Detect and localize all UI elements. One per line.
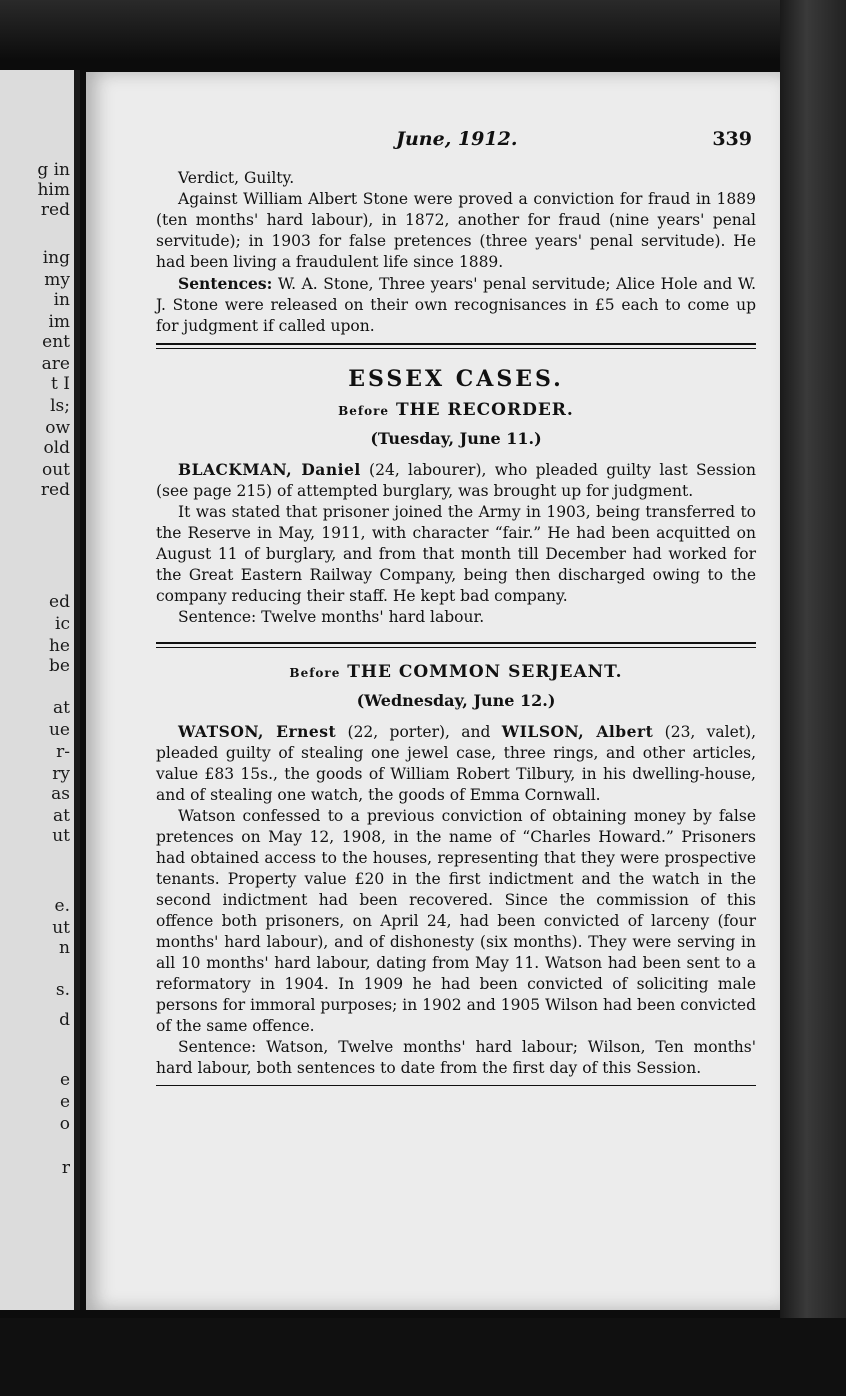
watson-wilson-sentence: Sentence: Watson, Twelve months' hard labour; Wilson, Ten months' hard labour, both sentences to date from the first day of this Session. bbox=[156, 1038, 756, 1077]
facing-page-fragment: red bbox=[40, 200, 70, 220]
facing-page-fragment: ue bbox=[48, 720, 70, 740]
facing-page-fragment: ing bbox=[42, 248, 70, 268]
facing-page-fragment: old bbox=[43, 438, 70, 458]
cs-date: (Wednesday, June 12.) bbox=[356, 691, 556, 710]
scan-bottom-shadow bbox=[0, 1318, 846, 1396]
facing-page-fragment: s. bbox=[55, 980, 70, 1000]
facing-page-fragment: ut bbox=[52, 918, 70, 938]
facing-page-fragment: o bbox=[59, 1114, 70, 1134]
facing-page-fragment: ls; bbox=[50, 396, 70, 416]
facing-page-fragment: my bbox=[44, 270, 70, 290]
essex-before-line bbox=[156, 400, 756, 422]
watson-wilson-facts: Watson confessed to a previous conviction of obtaining money by false pretences on May 12, 1908, in the name of “Charles Howard.” Prisoners had obtained access to the houses, representing that they were prospective tenants. Property value £20 in the first indictment and the watch in the second indictment had been recovered. Since the commission of this offence both prisoners, on April 24, had been convicted of larceny (four months' hard labour), and of dishonesty (six months). They were serving in all 10 months' hard labour, dating from May 11. Watson had been sent to a reformatory in 1904. In 1909 he had been convicted of soliciting male persons for immoral purposes; in 1902 and 1905 Wilson had been convicted of the same offence. bbox=[156, 807, 756, 1035]
facing-page-fragment: e bbox=[59, 1092, 70, 1112]
facing-page-fragment: him bbox=[37, 180, 70, 200]
facing-page-fragment: n bbox=[59, 938, 70, 958]
facing-page-fragment: im bbox=[48, 312, 70, 332]
blackman-sentence: Sentence: Twelve months' hard labour. bbox=[178, 608, 485, 626]
facing-page-fragment: ic bbox=[55, 614, 70, 634]
watson-name: WATSON, Ernest bbox=[178, 722, 337, 741]
facing-page-fragment: e. bbox=[54, 896, 70, 916]
facing-page-fragment: are bbox=[41, 354, 70, 374]
facing-page-fragment: ut bbox=[52, 826, 70, 846]
facing-page-fragment: ry bbox=[52, 764, 70, 784]
facing-page-edge bbox=[0, 70, 80, 1310]
book-page bbox=[86, 72, 780, 1310]
stone-convictions: Against William Albert Stone were proved a conviction for fraud in 1889 (ten months' hard labour), in 1872, another for fraud (nine years' penal servitude); in 1903 for false pretences (three years' penal servitude). He had been living a fraudulent life since 1889. bbox=[156, 190, 756, 271]
wilson-name: WILSON, Albert bbox=[501, 722, 654, 741]
facing-page-fragment: red bbox=[40, 480, 70, 500]
facing-page-fragment: t I bbox=[51, 374, 70, 394]
facing-page-fragment: at bbox=[53, 806, 70, 826]
sentences-text: W. A. Stone, Three years' penal servitude; Alice Hole and W. J. Stone were released on their own recognisances in £5 each to come up for judgment if called upon. bbox=[156, 275, 756, 335]
essex-cases-title: ESSEX CASES. bbox=[348, 366, 564, 392]
blackman-case bbox=[156, 459, 756, 502]
section-divider-2 bbox=[156, 642, 756, 648]
header-date: June, 1912. bbox=[396, 128, 518, 150]
facing-page-fragment: ed bbox=[49, 592, 70, 612]
blackman-facts: It was stated that prisoner joined the Army in 1903, being transferred to the Reserve in May, 1911, with character “fair.” He had been acquitted on August 11 of burglary, and from that month till December had worked for the Great Eastern Railway Company, being then discharged owing to the company reducing their staff. He kept bad company. bbox=[156, 503, 756, 605]
facing-page-fragment: as bbox=[51, 784, 70, 804]
facing-page-fragment: d bbox=[59, 1010, 70, 1030]
blackman-plea: (24, labourer), who pleaded guilty last Session (see page 215) of attempted burglary, was brought up for judgment. bbox=[156, 461, 756, 500]
cs-judge: THE COMMON SERJEANT. bbox=[347, 662, 623, 682]
running-header bbox=[396, 128, 766, 156]
section-divider bbox=[156, 343, 756, 349]
scan-top-shadow bbox=[0, 0, 846, 60]
facing-page-fragment: r- bbox=[56, 742, 70, 762]
facing-page-fragment: at bbox=[53, 698, 70, 718]
watson-wilson-case bbox=[156, 721, 756, 806]
page-content bbox=[156, 168, 756, 1090]
facing-page-fragment: r bbox=[61, 1158, 70, 1178]
cs-before-line bbox=[156, 662, 756, 684]
facing-page-fragment: ow bbox=[45, 418, 70, 438]
facing-page-fragment: g in bbox=[37, 160, 70, 180]
essex-judge: THE RECORDER. bbox=[395, 400, 574, 420]
before-label: Before bbox=[338, 404, 390, 418]
facing-page-fragment: in bbox=[53, 290, 70, 310]
stone-verdict: Verdict, Guilty. bbox=[178, 169, 295, 187]
facing-page-fragment: e bbox=[59, 1070, 70, 1090]
facing-page-fragment: ent bbox=[42, 332, 70, 352]
before-label: Before bbox=[289, 666, 341, 680]
sentences-label: Sentences: bbox=[178, 274, 273, 293]
blackman-name: BLACKMAN, Daniel bbox=[178, 460, 361, 479]
facing-page-fragment: be bbox=[49, 656, 70, 676]
wilson-details: (23, valet), pleaded guilty of stealing one jewel case, three rings, and other articles, value £83 15s., the goods of William Robert Tilbury, in his dwelling-house, and of stealing one watch, the goods of Emma Cornwall. bbox=[156, 723, 756, 804]
facing-page-fragment: he bbox=[48, 636, 70, 656]
stone-sentences bbox=[156, 273, 756, 337]
scan-right-edge bbox=[780, 0, 846, 1396]
facing-page-fragment: out bbox=[41, 460, 70, 480]
watson-details: (22, porter), and bbox=[347, 723, 491, 741]
page-number: 339 bbox=[712, 128, 752, 150]
end-rule bbox=[156, 1085, 756, 1086]
essex-date: (Tuesday, June 11.) bbox=[370, 429, 542, 448]
